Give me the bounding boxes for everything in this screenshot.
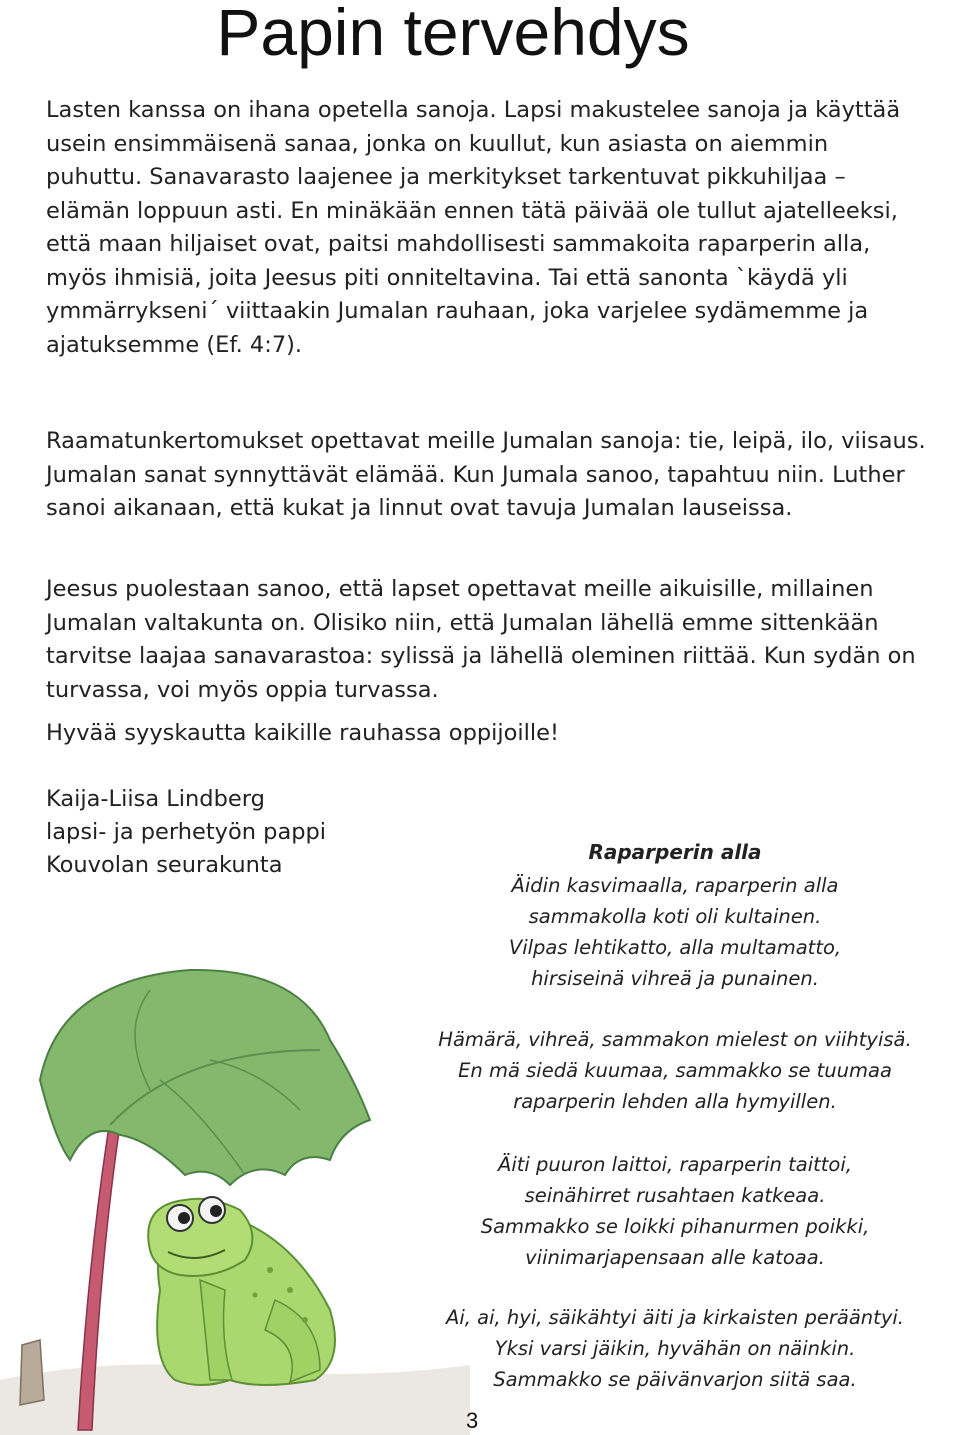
- paragraph-jesus-children: Jeesus puolestaan sanoo, että lapset opettavat meille aikuisille, millainen Jumalan valtakunta on. Olisiko niin, että Jumalan lähellä emme sittenkään tarvitse laajaa sanavarastoa: sylissä ja lähellä oleminen riittää. Kun sydän on turvassa, voi myös oppia turvassa.: [46, 576, 916, 703]
- poem-line: viinimarjapensaan alle katoaa.: [525, 1246, 825, 1269]
- frog-spot: [302, 1317, 308, 1323]
- poem-title: Raparperin alla: [588, 840, 762, 864]
- poem-stanza-2: [392, 1024, 958, 1117]
- page-number: 3: [466, 1408, 479, 1433]
- poem-stanza-1: [392, 870, 958, 994]
- poem-line: Ai, ai, hyi, säikähtyi äiti ja kirkaisten perääntyi.: [446, 1306, 904, 1329]
- signature-name: Kaija-Liisa Lindberg: [46, 786, 265, 812]
- signature-block: [46, 783, 326, 882]
- poem-line: En mä siedä kuumaa, sammakko se tuumaa: [458, 1059, 892, 1082]
- rhubarb-leaf: [40, 970, 370, 1185]
- poem-line: Sammakko se loikki pihanurmen poikki,: [480, 1215, 870, 1238]
- poem-line: Vilpas lehtikatto, alla multamatto,: [508, 936, 842, 959]
- paragraph-bible-stories: Raamatunkertomukset opettavat meille Jumalan sanoja: tie, leipä, ilo, viisaus. Jumalan sanat synnyttävät elämää. Kun Jumala sanoo, tapahtuu niin. Luther sanoi aikanaan, että kukat ja linnut ovat tavuja Jumalan lauseissa.: [46, 428, 926, 521]
- poem-line: Äiti puuron laittoi, raparperin taittoi,: [498, 1153, 852, 1176]
- page-title: Papin tervehdys: [216, 0, 690, 69]
- poem-line: Yksi varsi jäikin, hyvähän on näinkin.: [494, 1337, 856, 1360]
- poem-line: sammakolla koti oli kultainen.: [528, 905, 822, 928]
- frog-pupil-right: [210, 1205, 222, 1217]
- poem-line: Äidin kasvimaalla, raparperin alla: [511, 874, 839, 897]
- stump: [20, 1340, 44, 1405]
- frog-spot: [267, 1267, 273, 1273]
- frog-spot: [287, 1287, 293, 1293]
- paragraph-intro: Lasten kanssa on ihana opetella sanoja. Lapsi makustelee sanoja ja käyttää usein ensimmäisenä sanaa, jonka on kuullut, kun asiasta on aiemmin puhuttu. Sanavarasto laajenee ja merkitykset tarkentuvat pikkuhiljaa – elämän loppuun asti. En minäkään ennen tätä päivää ole tullut ajatelleeksi, että maan hiljaiset ovat, paitsi mahdollisesti sammakoita raparperin alla, myös ihmisiä, joita Jeesus piti onniteltavina. Tai että sanonta `käydä yli ymmärrykseni´ viittaakin Jumalan rauhaan, joka varjelee sydämemme ja ajatuksemme (Ef. 4:7).: [46, 97, 901, 358]
- poem-stanza-3: [392, 1149, 958, 1273]
- signature-role: lapsi- ja perhetyön pappi: [46, 819, 327, 845]
- frog-pupil-left: [178, 1212, 190, 1224]
- poem-line: Hämärä, vihreä, sammakon mielest on viihtyisä.: [438, 1028, 912, 1051]
- poem-stanza-4: [392, 1302, 958, 1395]
- poem-line: hirsiseinä vihreä ja punainen.: [531, 967, 819, 990]
- frog-under-rhubarb-illustration: [0, 960, 470, 1435]
- signature-parish: Kouvolan seurakunta: [46, 852, 283, 878]
- paragraph-greeting: Hyvää syyskautta kaikille rauhassa oppijoille!: [46, 720, 560, 746]
- frog-spot: [253, 1293, 258, 1298]
- poem-line: Sammakko se päivänvarjon siitä saa.: [493, 1368, 857, 1391]
- poem-line: raparperin lehden alla hymyillen.: [513, 1090, 837, 1113]
- poem-line: seinähirret rusahtaen katkeaa.: [524, 1184, 826, 1207]
